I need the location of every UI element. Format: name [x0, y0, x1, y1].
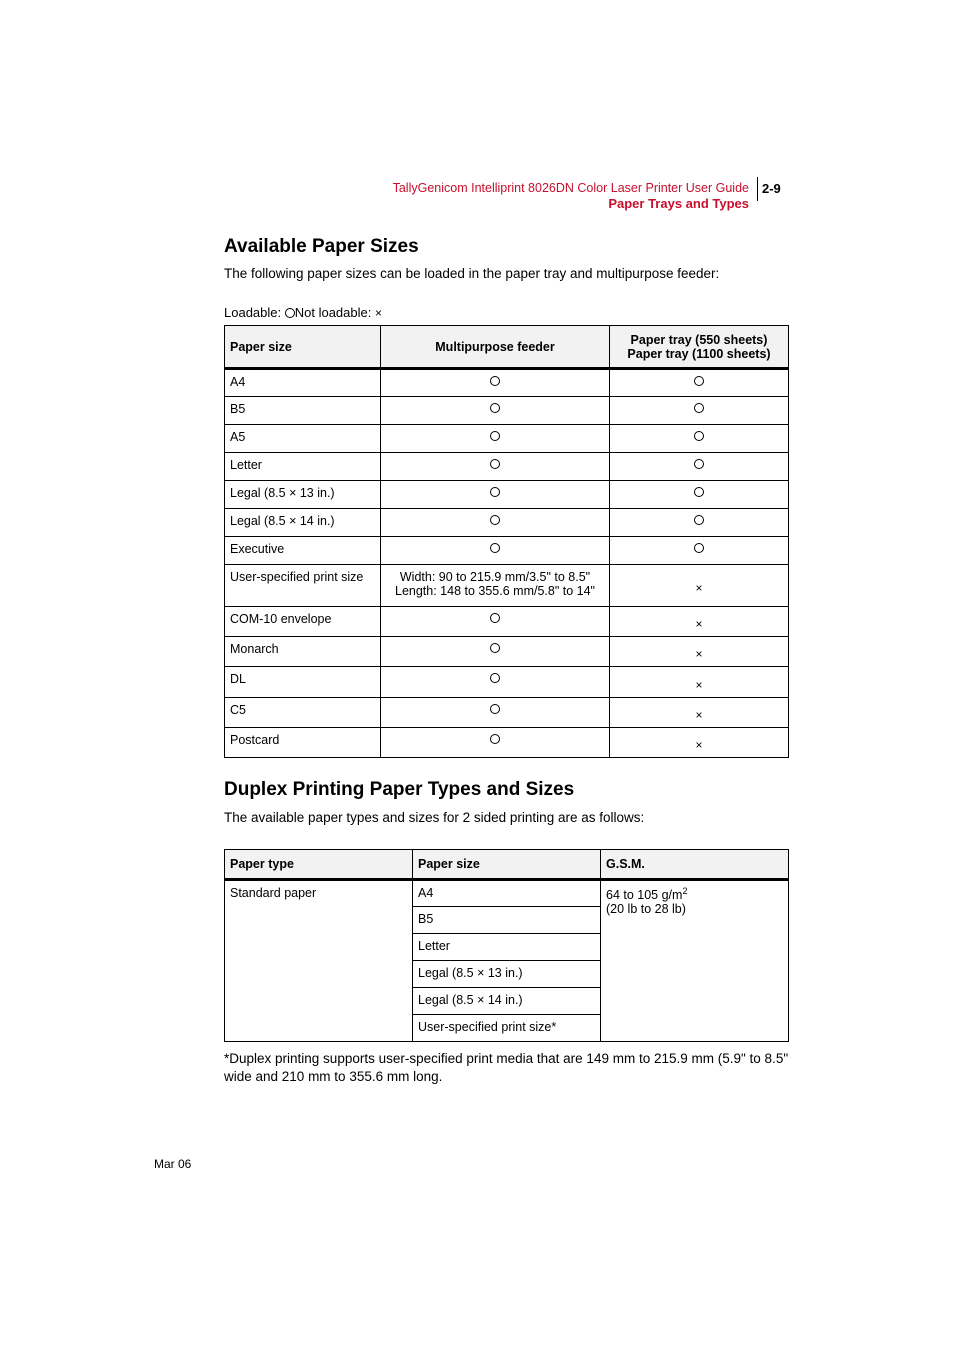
gsm-cell [601, 880, 789, 1042]
duplex-note-line1: *Duplex printing supports user-specified print media that are 149 mm to 215.9 mm (5.9" to 8.5" [224, 1051, 789, 1066]
col-header-mpf: Multipurpose feeder [381, 326, 610, 369]
paper-size-cell: Legal (8.5 × 13 in.) [225, 481, 381, 509]
table-header-row [225, 326, 789, 369]
paper-size-cell: Monarch [225, 637, 381, 667]
circle-icon [285, 308, 295, 318]
cross-icon: × [374, 306, 382, 320]
table-row [225, 537, 789, 565]
loadable-circle-icon [490, 487, 500, 497]
duplex-table [224, 849, 789, 1042]
tray-cell [610, 453, 789, 481]
paper-size-cell: Legal (8.5 × 13 in.) [413, 961, 601, 988]
mpf-cell [381, 537, 610, 565]
gsm-value-lb: (20 lb to 28 lb) [606, 902, 686, 917]
tray-cell [610, 565, 789, 607]
loadable-circle-icon [694, 515, 704, 525]
header-section: Paper Trays and Types [608, 196, 749, 211]
table-row [225, 509, 789, 537]
tray-cell [610, 667, 789, 698]
paper-size-cell: Postcard [225, 728, 381, 758]
tray-cell [610, 397, 789, 425]
mpf-cell [381, 369, 610, 397]
paper-size-cell: DL [225, 667, 381, 698]
paper-size-cell: B5 [413, 907, 601, 934]
loadable-circle-icon [490, 734, 500, 744]
mpf-cell [381, 698, 610, 728]
paper-size-cell: Letter [413, 934, 601, 961]
mpf-cell [381, 481, 610, 509]
loadable-circle-icon [694, 376, 704, 386]
loadable-circle-icon [694, 459, 704, 469]
not-loadable-cross-icon: × [695, 647, 703, 661]
paper-sizes-table [224, 325, 789, 758]
loadable-circle-icon [694, 543, 704, 553]
not-loadable-cross-icon: × [695, 708, 703, 722]
col-header-paper-type: Paper type [225, 850, 413, 880]
paper-size-cell: User-specified print size [225, 565, 381, 607]
header-divider [757, 177, 758, 201]
table-row [225, 728, 789, 758]
mpf-cell [381, 565, 610, 607]
tray-cell [610, 607, 789, 637]
table-row [225, 607, 789, 637]
table-row [225, 565, 789, 607]
loadable-circle-icon [490, 431, 500, 441]
mpf-cell [381, 453, 610, 481]
gsm-value: 64 to 105 g/m [606, 888, 683, 903]
paper-size-cell: A5 [225, 425, 381, 453]
mpf-cell [381, 637, 610, 667]
section-intro-duplex: The available paper types and sizes for 2 sided printing are as follows: [224, 810, 645, 825]
table-row [225, 453, 789, 481]
loadable-circle-icon [694, 487, 704, 497]
tray-cell [610, 537, 789, 565]
loadable-circle-icon [490, 515, 500, 525]
section-heading-duplex: Duplex Printing Paper Types and Sizes [224, 779, 575, 800]
table-row [225, 369, 789, 397]
header-title: TallyGenicom Intelliprint 8026DN Color Laser Printer User Guide [392, 181, 749, 195]
loadable-circle-icon [490, 376, 500, 386]
tray-cell [610, 509, 789, 537]
mpf-cell [381, 509, 610, 537]
tray-cell [610, 481, 789, 509]
paper-size-cell: A4 [225, 369, 381, 397]
loadable-circle-icon [490, 403, 500, 413]
col-header-tray-550: Paper tray (550 sheets) [630, 332, 768, 347]
paper-size-cell: Letter [225, 453, 381, 481]
col-header-paper-size: Paper size [413, 850, 601, 880]
table-row [225, 425, 789, 453]
table-row [225, 397, 789, 425]
mpf-cell [381, 667, 610, 698]
col-header-tray [610, 326, 789, 369]
duplex-note [224, 1050, 788, 1086]
mpf-width-range: Width: 90 to 215.9 mm/3.5" to 8.5" [399, 570, 591, 584]
loadable-circle-icon [490, 704, 500, 714]
table-header-row [225, 850, 789, 880]
loadable-circle-icon [490, 643, 500, 653]
tray-cell [610, 698, 789, 728]
paper-size-cell: B5 [225, 397, 381, 425]
footer-date: Mar 06 [154, 1157, 192, 1171]
table-row [225, 481, 789, 509]
mpf-cell [381, 728, 610, 758]
col-header-tray-1100: Paper tray (1100 sheets) [627, 346, 771, 361]
loadable-circle-icon [694, 431, 704, 441]
mpf-cell [381, 397, 610, 425]
loadable-circle-icon [490, 459, 500, 469]
legend-not-loadable-label: Not loadable: [294, 305, 375, 320]
table-row [225, 880, 789, 907]
paper-type-cell: Standard paper [225, 880, 413, 1042]
legend-loadable-label: Loadable: [224, 305, 285, 320]
paper-size-cell: Legal (8.5 × 14 in.) [225, 509, 381, 537]
col-header-gsm: G.S.M. [601, 850, 789, 880]
not-loadable-cross-icon: × [695, 617, 703, 631]
duplex-note-line2: wide and 210 mm to 355.6 mm long. [224, 1069, 443, 1084]
mpf-cell [381, 425, 610, 453]
paper-size-cell: A4 [413, 880, 601, 907]
table-row [225, 667, 789, 698]
table-row [225, 698, 789, 728]
paper-size-cell: Legal (8.5 × 14 in.) [413, 988, 601, 1015]
page-number: 2-9 [762, 181, 781, 196]
paper-size-cell: Executive [225, 537, 381, 565]
tray-cell [610, 728, 789, 758]
section-heading-paper-sizes: Available Paper Sizes [224, 236, 419, 257]
tray-cell [610, 369, 789, 397]
not-loadable-cross-icon: × [695, 677, 703, 692]
not-loadable-cross-icon: × [695, 738, 703, 752]
tray-cell [610, 425, 789, 453]
loadable-circle-icon [490, 673, 500, 683]
legend [224, 305, 382, 320]
table-row [225, 637, 789, 667]
mpf-length-range: Length: 148 to 355.6 mm/5.8" to 14" [395, 584, 595, 598]
loadable-circle-icon [694, 403, 704, 413]
paper-size-cell: User-specified print size* [413, 1015, 601, 1042]
section-intro: The following paper sizes can be loaded in the paper tray and multipurpose feeder: [224, 266, 720, 281]
paper-size-cell: C5 [225, 698, 381, 728]
loadable-circle-icon [490, 543, 500, 553]
not-loadable-cross-icon: × [695, 581, 703, 595]
tray-cell [610, 637, 789, 667]
paper-size-cell: COM-10 envelope [225, 607, 381, 637]
col-header-paper-size: Paper size [225, 326, 381, 369]
gsm-superscript: 2 [682, 886, 688, 896]
loadable-circle-icon [490, 613, 500, 623]
mpf-cell [381, 607, 610, 637]
